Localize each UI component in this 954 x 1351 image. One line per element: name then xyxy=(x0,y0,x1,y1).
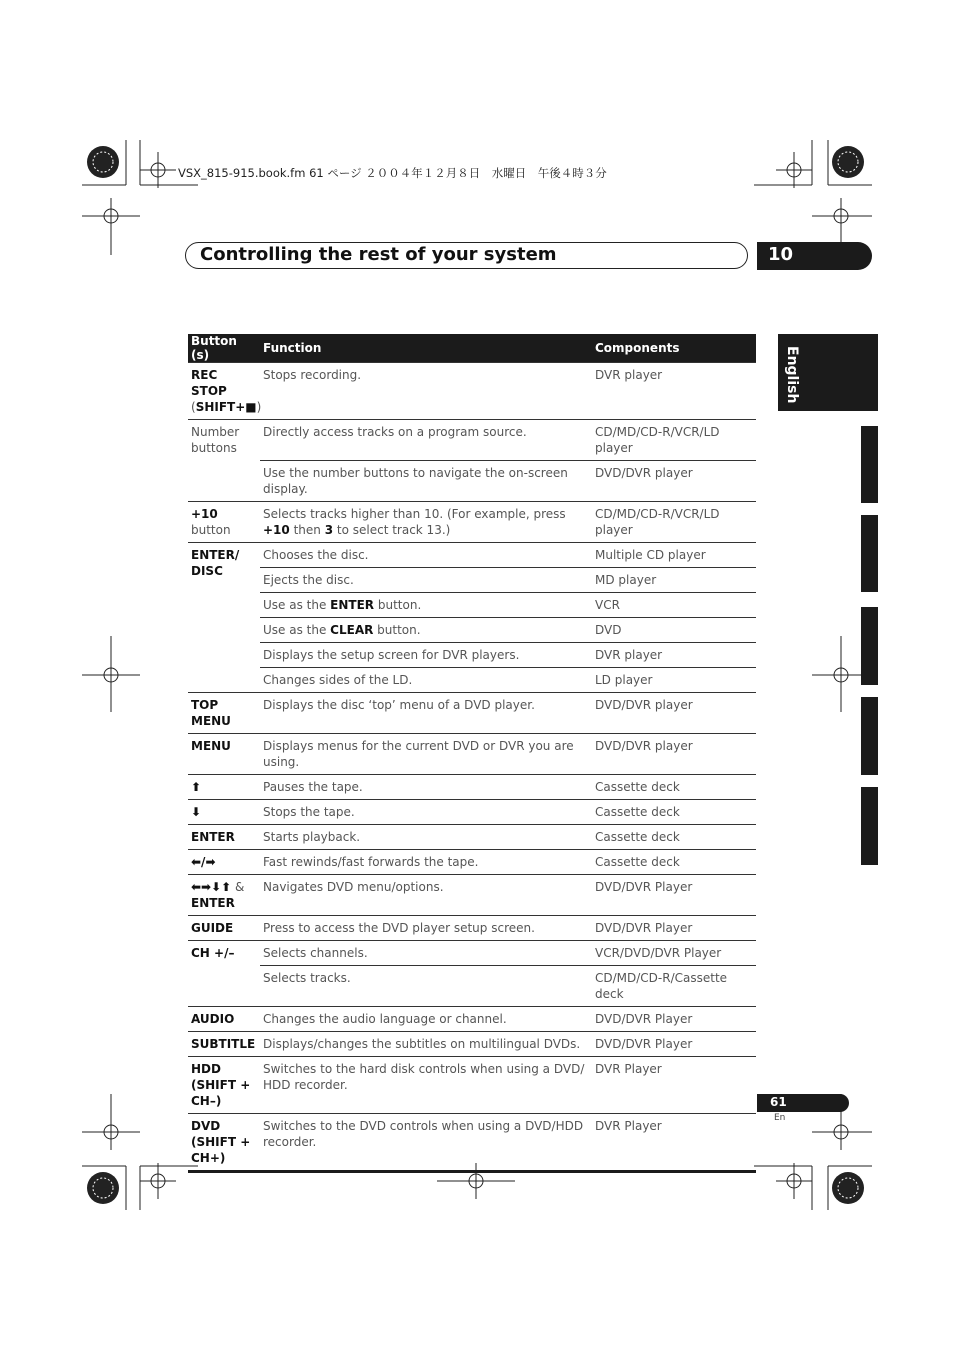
function-cell: Changes sides of the LD. xyxy=(260,668,592,693)
component-cell: Cassette deck xyxy=(592,850,756,875)
function-cell: Displays menus for the current DVD or DVR you are using. xyxy=(260,734,592,775)
function-cell: Displays/changes the subtitles on multilingual DVDs. xyxy=(260,1032,592,1057)
function-cell: Selects tracks higher than 10. (For example, press +10 then 3 to select track 13.) xyxy=(260,502,592,543)
table-row xyxy=(188,825,756,850)
component-cell: CD/MD/CD-R/VCR/LD player xyxy=(592,420,756,461)
component-cell: Cassette deck xyxy=(592,775,756,800)
component-cell: CD/MD/CD-R/Cassette deck xyxy=(592,966,756,1007)
table-row xyxy=(188,618,756,643)
button-cell: TOP MENU xyxy=(188,693,260,734)
table-row xyxy=(188,461,756,502)
table-row xyxy=(188,363,756,420)
function-cell: Selects channels. xyxy=(260,941,592,966)
page-number: 61 xyxy=(770,1095,787,1109)
function-cell: Use the number buttons to navigate the on-screen display. xyxy=(260,461,592,502)
button-cell: MENU xyxy=(188,734,260,775)
button-cell: ⬇ xyxy=(188,800,260,825)
chapter-header xyxy=(185,242,748,269)
component-cell: DVR Player xyxy=(592,1057,756,1114)
component-cell: VCR/DVD/DVR Player xyxy=(592,941,756,966)
chapter-number: 10 xyxy=(768,244,794,265)
header-button: Button (s) xyxy=(188,334,260,363)
component-cell: DVD/DVR Player xyxy=(592,1032,756,1057)
function-cell: Chooses the disc. xyxy=(260,543,592,568)
component-cell: DVD/DVR Player xyxy=(592,1007,756,1032)
component-cell: CD/MD/CD-R/VCR/LD player xyxy=(592,502,756,543)
function-cell: Ejects the disc. xyxy=(260,568,592,593)
table-row xyxy=(188,850,756,875)
component-cell: DVD/DVR Player xyxy=(592,916,756,941)
table-row xyxy=(188,1057,756,1114)
component-cell: VCR xyxy=(592,593,756,618)
table-body xyxy=(188,363,756,1172)
component-cell: DVD/DVR Player xyxy=(592,875,756,916)
table-row xyxy=(188,775,756,800)
component-cell: Multiple CD player xyxy=(592,543,756,568)
component-cell: DVR player xyxy=(592,643,756,668)
header-components: Components xyxy=(592,334,756,363)
chapter-title: Controlling the rest of your system xyxy=(200,244,557,265)
button-cell: +10 button xyxy=(188,502,260,543)
button-cell: HDD (SHIFT + CH–) xyxy=(188,1057,260,1114)
chapter-number-badge xyxy=(757,242,872,270)
function-cell: Use as the CLEAR button. xyxy=(260,618,592,643)
function-cell: Stops recording. xyxy=(260,363,592,420)
section-tab xyxy=(861,426,878,503)
section-tab xyxy=(861,515,878,592)
print-info-line: VSX_815-915.book.fm 61 ページ ２００４年１２月８日 水曜日 午後４時３分 xyxy=(178,166,607,180)
button-cell: CH +/– xyxy=(188,941,260,1007)
language-label: English xyxy=(784,346,800,404)
button-cell: ENTER xyxy=(188,825,260,850)
table-row xyxy=(188,1007,756,1032)
function-cell: Starts playback. xyxy=(260,825,592,850)
table-row xyxy=(188,593,756,618)
table-row xyxy=(188,568,756,593)
function-cell: Press to access the DVD player setup screen. xyxy=(260,916,592,941)
header-function: Function xyxy=(260,334,592,363)
component-cell: Cassette deck xyxy=(592,800,756,825)
table-row xyxy=(188,916,756,941)
function-cell: Stops the tape. xyxy=(260,800,592,825)
table-row xyxy=(188,966,756,1007)
table-row xyxy=(188,502,756,543)
button-cell: Number buttons xyxy=(188,420,260,502)
table-row xyxy=(188,1114,756,1172)
remote-buttons-table-wrap xyxy=(188,334,756,1173)
function-cell: Changes the audio language or channel. xyxy=(260,1007,592,1032)
table-row xyxy=(188,643,756,668)
table-row xyxy=(188,420,756,461)
page-number-badge xyxy=(757,1094,849,1112)
table-row xyxy=(188,800,756,825)
function-cell: Navigates DVD menu/options. xyxy=(260,875,592,916)
table-row xyxy=(188,734,756,775)
button-cell: DVD (SHIFT + CH+) xyxy=(188,1114,260,1172)
page-language: En xyxy=(774,1113,786,1123)
section-tab xyxy=(861,607,878,685)
component-cell: LD player xyxy=(592,668,756,693)
remote-buttons-table xyxy=(188,334,756,1173)
component-cell: DVD/DVR player xyxy=(592,461,756,502)
function-cell: Use as the ENTER button. xyxy=(260,593,592,618)
component-cell: DVD xyxy=(592,618,756,643)
table-row xyxy=(188,668,756,693)
component-cell: Cassette deck xyxy=(592,825,756,850)
button-cell: ⬅/➡ xyxy=(188,850,260,875)
function-cell: Displays the disc ‘top’ menu of a DVD player. xyxy=(260,693,592,734)
button-cell: AUDIO xyxy=(188,1007,260,1032)
section-tab xyxy=(861,697,878,775)
button-cell: GUIDE xyxy=(188,916,260,941)
function-cell: Displays the setup screen for DVR players. xyxy=(260,643,592,668)
button-cell: ⬆ xyxy=(188,775,260,800)
component-cell: DVR player xyxy=(592,363,756,420)
table-row xyxy=(188,543,756,568)
component-cell: DVR Player xyxy=(592,1114,756,1172)
table-row xyxy=(188,875,756,916)
function-cell: Switches to the DVD controls when using a DVD/HDD recorder. xyxy=(260,1114,592,1172)
function-cell: Directly access tracks on a program source. xyxy=(260,420,592,461)
section-tab xyxy=(861,787,878,865)
component-cell: MD player xyxy=(592,568,756,593)
language-tab xyxy=(778,334,878,411)
table-row xyxy=(188,941,756,966)
button-cell: ENTER/ DISC xyxy=(188,543,260,693)
function-cell: Fast rewinds/fast forwards the tape. xyxy=(260,850,592,875)
button-cell: ⬅➡⬇⬆ & ENTER xyxy=(188,875,260,916)
button-cell: SUBTITLE xyxy=(188,1032,260,1057)
function-cell: Switches to the hard disk controls when using a DVD/ HDD recorder. xyxy=(260,1057,592,1114)
table-header-row xyxy=(188,334,756,363)
table-row xyxy=(188,1032,756,1057)
function-cell: Selects tracks. xyxy=(260,966,592,1007)
component-cell: DVD/DVR player xyxy=(592,734,756,775)
function-cell: Pauses the tape. xyxy=(260,775,592,800)
table-row xyxy=(188,693,756,734)
button-cell: REC STOP (SHIFT+■) xyxy=(188,363,260,420)
component-cell: DVD/DVR player xyxy=(592,693,756,734)
